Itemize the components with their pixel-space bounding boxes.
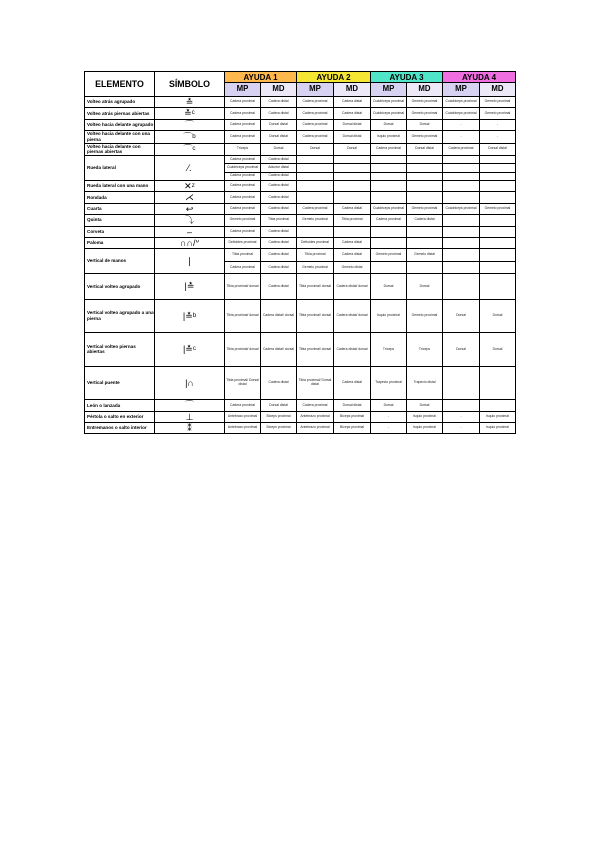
aid-cell bbox=[480, 366, 516, 400]
aid-cell: Dorsal bbox=[371, 400, 407, 411]
ayuda-4-header: AYUDA 4 bbox=[443, 72, 516, 83]
aid-cell: Dorsal bbox=[261, 143, 297, 155]
aid-cell bbox=[443, 366, 480, 400]
aid-cell bbox=[407, 237, 443, 248]
aid-cell: Gemelo distal bbox=[407, 249, 443, 262]
movement-symbol-icon: ⁄. bbox=[155, 155, 225, 180]
symbol-header: SÍMBOLO bbox=[155, 72, 225, 97]
movement-symbol-icon: ≛ᶜ bbox=[155, 108, 225, 119]
aid-cell: Cadera distal bbox=[407, 215, 443, 226]
aid-cell: Dorsal distal bbox=[261, 400, 297, 411]
aid-cell: Gemelo proximal bbox=[407, 203, 443, 214]
aid-cell: Dorsal distal bbox=[334, 400, 371, 411]
element-name: León o lanzada bbox=[85, 400, 155, 411]
element-name: Volteo atrás agrupado bbox=[85, 97, 155, 108]
table-row bbox=[85, 423, 516, 434]
aid-cell bbox=[334, 164, 371, 172]
aid-cell: Isquio proximal bbox=[371, 299, 407, 333]
aid-cell: Cadera proximal bbox=[225, 203, 261, 214]
aid-cell: Antebrazo proximal bbox=[297, 423, 334, 434]
aids-table bbox=[84, 71, 516, 434]
aid-cell: Cadera proximal bbox=[225, 155, 261, 163]
movement-symbol-icon: ⋌ bbox=[155, 192, 225, 203]
aid-cell: - bbox=[480, 131, 516, 143]
aid-cell bbox=[443, 164, 480, 172]
aid-cell bbox=[334, 155, 371, 163]
aid-cell bbox=[371, 181, 407, 192]
table-row bbox=[85, 119, 516, 130]
aid-cell bbox=[443, 215, 480, 226]
aid-cell bbox=[443, 274, 480, 299]
aid-cell bbox=[480, 249, 516, 262]
aid-cell: Dorsal distal bbox=[407, 143, 443, 155]
aid-cell bbox=[371, 226, 407, 237]
aid-cell: Cadera distal bbox=[334, 249, 371, 262]
movement-symbol-icon: ⊥ bbox=[155, 411, 225, 422]
aid-cell: Cuádriceps proximal bbox=[443, 203, 480, 214]
aid-cell: Cadera proximal bbox=[225, 226, 261, 237]
aid-cell: Deltoides proximal bbox=[297, 237, 334, 248]
element-name: Paloma bbox=[85, 237, 155, 248]
table-row bbox=[85, 249, 516, 262]
mp-header: MP bbox=[297, 83, 334, 97]
aid-cell: Tibia proximal bbox=[297, 249, 334, 262]
ayuda-1-header: AYUDA 1 bbox=[225, 72, 297, 83]
aid-cell: Aductor distal bbox=[261, 164, 297, 172]
aid-cell: Cadera proximal bbox=[297, 108, 334, 119]
table-row bbox=[85, 143, 516, 155]
aid-cell: - bbox=[443, 411, 480, 422]
md-header: MD bbox=[480, 83, 516, 97]
aid-cell: Cadera proximal bbox=[371, 215, 407, 226]
aid-cell: Cadera distal/ dorsal bbox=[334, 333, 371, 367]
element-name: Corveta bbox=[85, 226, 155, 237]
aid-cell: Deltoides proximal bbox=[225, 237, 261, 248]
aid-cell: Cuádriceps proximal bbox=[443, 97, 480, 108]
aid-cell bbox=[297, 181, 334, 192]
aid-cell: Gemelo proximal bbox=[480, 108, 516, 119]
aid-cell bbox=[443, 226, 480, 237]
ayuda-2-header: AYUDA 2 bbox=[297, 72, 371, 83]
aid-cell: Cadera proximal bbox=[225, 400, 261, 411]
aid-cell: Gemelo proximal bbox=[225, 215, 261, 226]
aid-cell: Cadera proximal bbox=[371, 143, 407, 155]
aid-cell: Tríceps bbox=[407, 333, 443, 367]
aid-cell bbox=[371, 172, 407, 180]
element-name: Vertical volteo agrupado a una pierna bbox=[85, 299, 155, 333]
aid-cell bbox=[407, 155, 443, 163]
movement-symbol-icon: ⌒ bbox=[155, 400, 225, 411]
aid-cell bbox=[334, 192, 371, 203]
aid-cell: Cadera distal bbox=[261, 226, 297, 237]
movement-symbol-icon: ⌒ bbox=[155, 119, 225, 130]
aid-cell: Cadera distal bbox=[261, 261, 297, 274]
md-header: MD bbox=[261, 83, 297, 97]
aid-cell bbox=[443, 155, 480, 163]
element-name: Volteo atrás piernas abiertas bbox=[85, 108, 155, 119]
aid-cell bbox=[371, 237, 407, 248]
aid-cell: - bbox=[443, 131, 480, 143]
aid-cell bbox=[297, 192, 334, 203]
table-row bbox=[85, 366, 516, 400]
element-name: Cuarta bbox=[85, 203, 155, 214]
aid-cell bbox=[407, 164, 443, 172]
movement-symbol-icon: ≛ bbox=[155, 97, 225, 108]
aid-cell: Isquio proximal bbox=[480, 411, 516, 422]
mp-header: MP bbox=[225, 83, 261, 97]
table-row bbox=[85, 333, 516, 367]
aid-cell bbox=[480, 181, 516, 192]
aid-cell bbox=[443, 237, 480, 248]
aid-cell: Cadera distal bbox=[261, 237, 297, 248]
element-name: Rondada bbox=[85, 192, 155, 203]
aid-cell: Dorsal distal bbox=[480, 143, 516, 155]
aid-cell: Cadera distal bbox=[261, 192, 297, 203]
aid-cell: Gemelo proximal bbox=[480, 203, 516, 214]
element-name: Quinta bbox=[85, 215, 155, 226]
aid-cell bbox=[407, 192, 443, 203]
aid-cell: Cuádriceps proximal bbox=[371, 203, 407, 214]
aid-cell: Dorsal distal bbox=[334, 131, 371, 143]
aid-cell: Gemelo proximal bbox=[297, 215, 334, 226]
aid-cell bbox=[480, 164, 516, 172]
aid-cell bbox=[480, 261, 516, 274]
aid-cell: Cadera proximal bbox=[297, 203, 334, 214]
aid-cell: Cadera proximal bbox=[225, 119, 261, 130]
aid-cell bbox=[297, 164, 334, 172]
aid-cell: Cadera distal bbox=[261, 249, 297, 262]
aid-cell: Tibia proximal bbox=[334, 215, 371, 226]
aid-cell: Cadera distal bbox=[261, 155, 297, 163]
movement-symbol-icon: |∩ bbox=[155, 366, 225, 400]
aid-cell bbox=[443, 181, 480, 192]
aid-cell: Dorsal bbox=[371, 119, 407, 130]
aid-cell: Isquio proximal bbox=[407, 423, 443, 434]
aid-cell: Bíceps proximal bbox=[261, 411, 297, 422]
aid-cell: Trapecio distal bbox=[407, 366, 443, 400]
aid-cell: Cadera proximal bbox=[297, 400, 334, 411]
aid-cell: Tibia proximal/ dorsal bbox=[225, 333, 261, 367]
element-name: Entremanos o salto interior bbox=[85, 423, 155, 434]
aid-cell: Cadera distal/ dorsal bbox=[261, 299, 297, 333]
table-row bbox=[85, 97, 516, 108]
movement-symbol-icon: |≛ᵇ bbox=[155, 299, 225, 333]
aid-cell bbox=[480, 274, 516, 299]
table-row bbox=[85, 237, 516, 248]
aids-table-sheet bbox=[84, 71, 515, 434]
aid-cell: Cadera proximal bbox=[297, 119, 334, 130]
aid-cell: - bbox=[371, 423, 407, 434]
aid-cell: Gemelo proximal bbox=[407, 299, 443, 333]
aid-cell: Gemelo proximal bbox=[371, 249, 407, 262]
aid-cell: Dorsal bbox=[334, 143, 371, 155]
table-row bbox=[85, 131, 516, 143]
element-name: Vertical de manos bbox=[85, 249, 155, 274]
aid-cell bbox=[297, 155, 334, 163]
aid-cell: Trapecio proximal bbox=[371, 366, 407, 400]
table-row bbox=[85, 400, 516, 411]
aid-cell: Tríceps bbox=[371, 333, 407, 367]
table-row bbox=[85, 203, 516, 214]
aid-cell: Cuádriceps proximal bbox=[371, 108, 407, 119]
aid-cell: Cuádriceps proximal bbox=[225, 164, 261, 172]
aid-cell: Dorsal bbox=[297, 143, 334, 155]
table-row bbox=[85, 155, 516, 163]
aid-cell: - bbox=[443, 423, 480, 434]
aid-cell: Gemelo proximal bbox=[407, 97, 443, 108]
aid-cell: Cadera proximal bbox=[225, 172, 261, 180]
element-name: Vertical volteo agrupado bbox=[85, 274, 155, 299]
aid-cell: Tríceps bbox=[225, 143, 261, 155]
aid-cell: Cadera proximal bbox=[443, 143, 480, 155]
aid-cell: Dorsal bbox=[443, 299, 480, 333]
aid-cell bbox=[480, 215, 516, 226]
aid-cell: Cadera distal bbox=[261, 274, 297, 299]
ayuda-3-header: AYUDA 3 bbox=[371, 72, 443, 83]
aid-cell: Cuádriceps proximal bbox=[443, 108, 480, 119]
aid-cell: Cadera distal/ dorsal bbox=[261, 333, 297, 367]
movement-symbol-icon: ∩∩/ᐡ bbox=[155, 237, 225, 248]
aid-cell: Antebrazo proximal bbox=[225, 423, 261, 434]
aid-cell bbox=[443, 249, 480, 262]
aid-cell: Cadera proximal bbox=[225, 261, 261, 274]
table-row bbox=[85, 226, 516, 237]
aid-cell: Cadera proximal bbox=[225, 97, 261, 108]
aid-cell: Dorsal distal bbox=[261, 131, 297, 143]
aid-cell bbox=[480, 192, 516, 203]
aid-cell bbox=[443, 261, 480, 274]
aid-cell: Dorsal distal bbox=[261, 119, 297, 130]
aid-cell bbox=[334, 226, 371, 237]
aid-cell: Isquio proximal bbox=[371, 131, 407, 143]
aid-cell: - bbox=[371, 411, 407, 422]
aid-cell: Dorsal bbox=[480, 299, 516, 333]
table-row bbox=[85, 274, 516, 299]
element-name: Rueda lateral bbox=[85, 155, 155, 180]
aid-cell: Cadera distal/ dorsal bbox=[334, 274, 371, 299]
movement-symbol-icon: ⤵ bbox=[155, 215, 225, 226]
movement-symbol-icon: ⁑ bbox=[155, 423, 225, 434]
aid-cell: Cadera distal bbox=[261, 366, 297, 400]
table-row bbox=[85, 299, 516, 333]
aid-cell bbox=[480, 237, 516, 248]
element-name: Vertical volteo piernas abiertas bbox=[85, 333, 155, 367]
movement-symbol-icon: ⌒ᶜ bbox=[155, 143, 225, 155]
aid-cell: Dorsal bbox=[407, 119, 443, 130]
aid-cell: Bíceps proximal bbox=[334, 423, 371, 434]
aid-cell bbox=[371, 155, 407, 163]
table-row bbox=[85, 411, 516, 422]
element-name: Volteo hacia delante agrupado bbox=[85, 119, 155, 130]
aid-cell: Dorsal bbox=[443, 333, 480, 367]
aid-cell bbox=[480, 155, 516, 163]
aid-cell: Isquio proximal bbox=[407, 411, 443, 422]
aid-cell: Tibia proximal/ dorsal bbox=[225, 274, 261, 299]
aid-cell bbox=[443, 400, 480, 411]
aid-cell: Cadera distal bbox=[261, 203, 297, 214]
aid-cell: Bíceps proximal bbox=[334, 411, 371, 422]
aid-cell bbox=[334, 172, 371, 180]
aid-cell: Dorsal distal bbox=[334, 119, 371, 130]
movement-symbol-icon: ⌒ᵇ bbox=[155, 131, 225, 143]
aid-cell: Cadera proximal bbox=[225, 181, 261, 192]
aid-cell: Gemelo proximal bbox=[407, 108, 443, 119]
aid-cell: Dorsal bbox=[407, 400, 443, 411]
aid-cell: Dorsal bbox=[407, 274, 443, 299]
aid-cell: Tibia proximal bbox=[261, 215, 297, 226]
mp-header: MP bbox=[371, 83, 407, 97]
element-header: ELEMENTO bbox=[85, 72, 155, 97]
aid-cell: Cadera distal bbox=[261, 108, 297, 119]
table-row bbox=[85, 108, 516, 119]
aid-cell: Tibia proximal/ dorsal bbox=[297, 274, 334, 299]
table-row bbox=[85, 192, 516, 203]
aid-cell: Cadera distal bbox=[334, 237, 371, 248]
aid-cell: Tibia proximal/ Dorsal distal bbox=[225, 366, 261, 400]
aid-cell: Gemelo distal bbox=[334, 261, 371, 274]
aid-cell bbox=[371, 261, 407, 274]
aid-cell bbox=[443, 192, 480, 203]
aid-cell bbox=[371, 192, 407, 203]
aid-cell: Cadera proximal bbox=[297, 131, 334, 143]
aid-cell bbox=[407, 181, 443, 192]
aid-cell bbox=[297, 172, 334, 180]
aid-cell bbox=[480, 400, 516, 411]
aid-cell: Cadera distal bbox=[334, 108, 371, 119]
movement-symbol-icon: ↩ bbox=[155, 203, 225, 214]
aid-cell: - bbox=[443, 119, 480, 130]
aid-cell: Cadera distal bbox=[334, 97, 371, 108]
aid-cell: Dorsal bbox=[480, 333, 516, 367]
movement-symbol-icon: ‒ bbox=[155, 226, 225, 237]
mp-header: MP bbox=[443, 83, 480, 97]
aid-cell: Cuádriceps proximal bbox=[371, 97, 407, 108]
aids-table-body bbox=[85, 97, 516, 434]
movement-symbol-icon: ❘ bbox=[155, 249, 225, 274]
aid-cell: Cadera distal/ dorsal bbox=[334, 299, 371, 333]
md-header: MD bbox=[407, 83, 443, 97]
movement-symbol-icon: |≛ bbox=[155, 274, 225, 299]
aid-cell: Cadera proximal bbox=[225, 108, 261, 119]
aid-cell: Cadera distal bbox=[334, 203, 371, 214]
element-name: Vertical puente bbox=[85, 366, 155, 400]
aid-cell: - bbox=[480, 119, 516, 130]
aid-cell: Gemelo proximal bbox=[407, 131, 443, 143]
element-name: Rueda lateral con una mano bbox=[85, 181, 155, 192]
aid-cell bbox=[480, 172, 516, 180]
aid-cell bbox=[443, 172, 480, 180]
aid-cell: Isquio proximal bbox=[480, 423, 516, 434]
aid-cell bbox=[371, 164, 407, 172]
aid-cell: Cadera distal bbox=[261, 181, 297, 192]
aid-cell bbox=[334, 181, 371, 192]
aid-cell bbox=[480, 226, 516, 237]
aid-cell: Cadera proximal bbox=[297, 97, 334, 108]
aid-cell: Cadera proximal bbox=[225, 131, 261, 143]
element-name: Volteo hacia delante con piernas abiertas bbox=[85, 143, 155, 155]
aid-cell: Gemelo proximal bbox=[480, 97, 516, 108]
aid-cell bbox=[407, 226, 443, 237]
md-header: MD bbox=[334, 83, 371, 97]
aid-cell: Tibia proximal/ dorsal bbox=[225, 299, 261, 333]
aid-cell bbox=[407, 261, 443, 274]
aid-cell: Bíceps proximal bbox=[261, 423, 297, 434]
aid-cell: Tibia proximal/ Dorsal distal bbox=[297, 366, 334, 400]
movement-symbol-icon: ✕ᶻ bbox=[155, 181, 225, 192]
aid-cell: Cadera distal bbox=[261, 97, 297, 108]
aid-cell: Cadera distal bbox=[334, 366, 371, 400]
element-name: Pértola o salto en exterior bbox=[85, 411, 155, 422]
aid-cell: Antebrazo proximal bbox=[297, 411, 334, 422]
aid-cell: Dorsal bbox=[371, 274, 407, 299]
aid-cell: Cadera distal bbox=[261, 172, 297, 180]
movement-symbol-icon: |≛ᶜ bbox=[155, 333, 225, 367]
table-row bbox=[85, 215, 516, 226]
element-name: Volteo hacia delante con una pierna bbox=[85, 131, 155, 143]
table-row bbox=[85, 181, 516, 192]
aid-cell: Tibia proximal bbox=[225, 249, 261, 262]
aid-cell: Antebrazo proximal bbox=[225, 411, 261, 422]
aid-cell bbox=[297, 226, 334, 237]
aid-cell: Cadera proximal bbox=[225, 192, 261, 203]
aid-cell: Tibia proximal/ dorsal bbox=[297, 299, 334, 333]
aid-cell: Gemelo proximal bbox=[297, 261, 334, 274]
aid-cell bbox=[407, 172, 443, 180]
aid-cell: Tibia proximal/ dorsal bbox=[297, 333, 334, 367]
